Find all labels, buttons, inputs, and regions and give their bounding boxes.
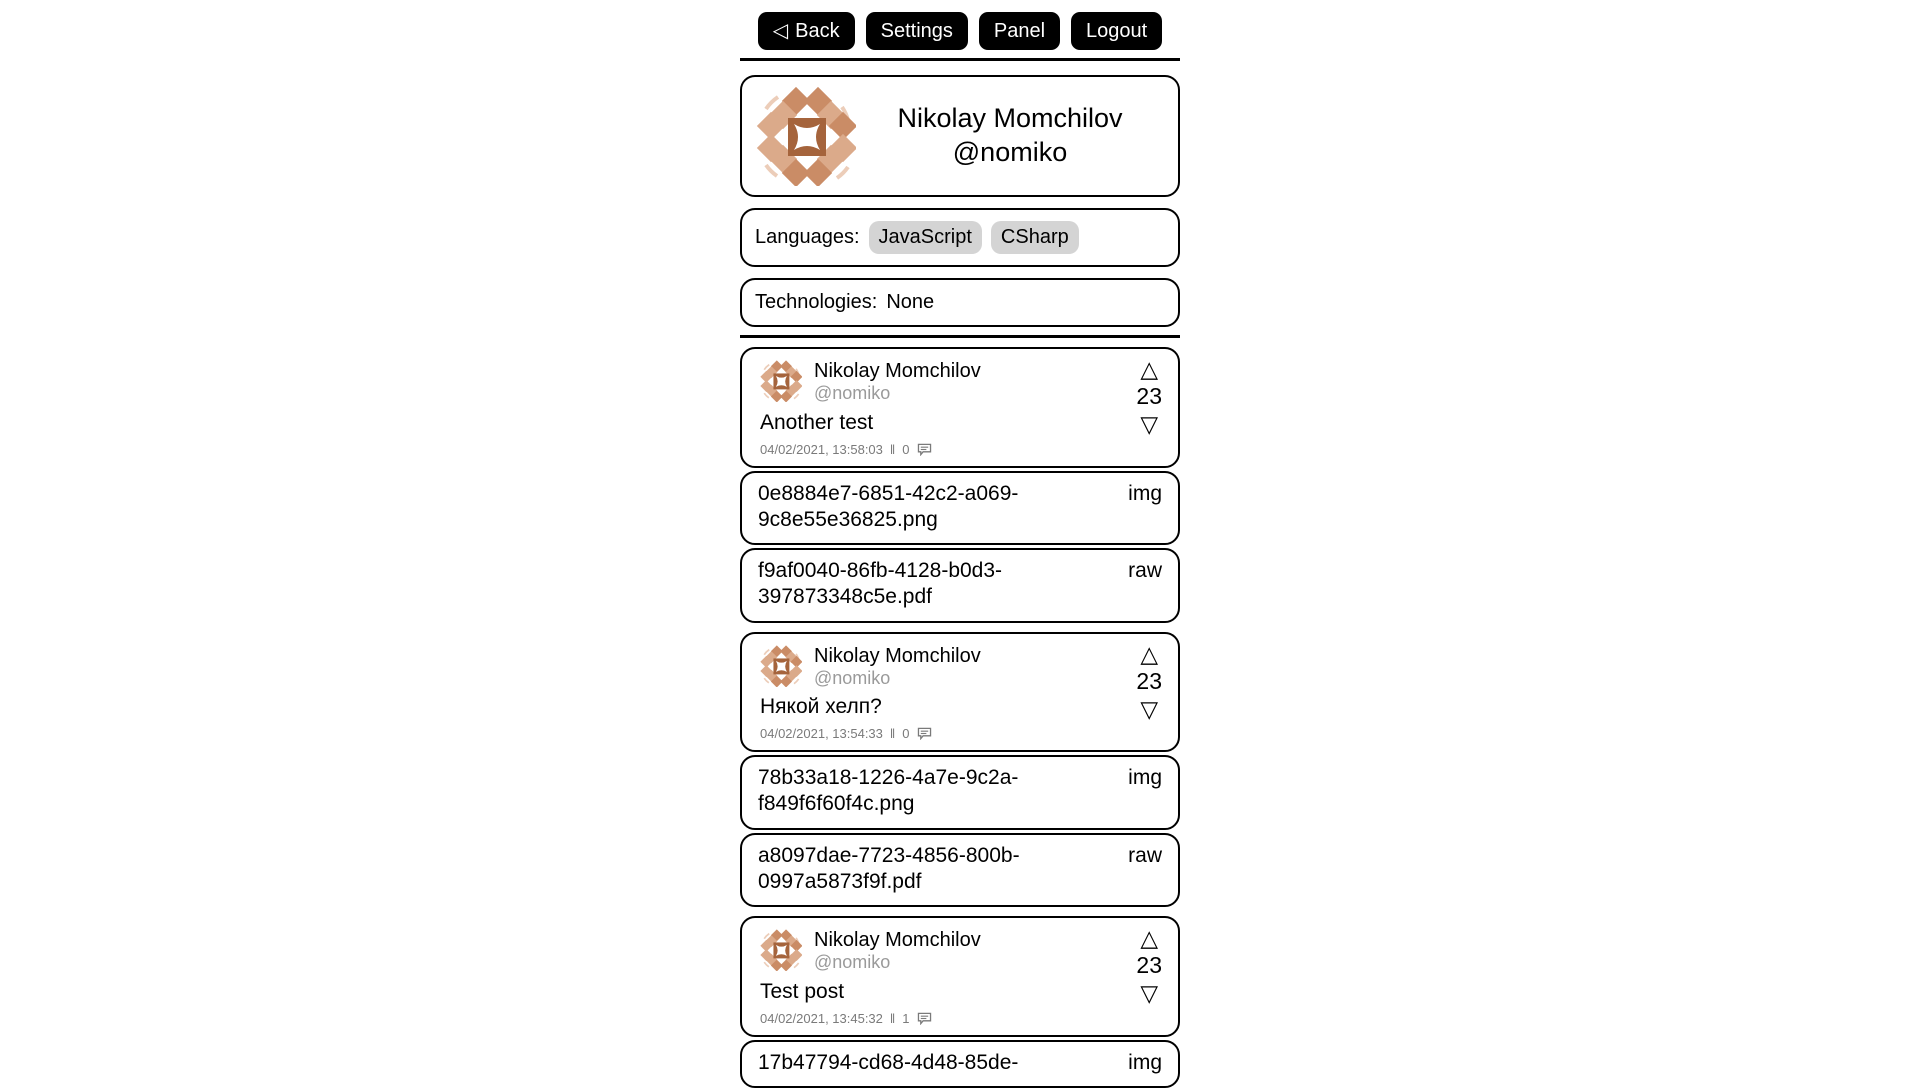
meta-separator: ‖: [889, 726, 896, 742]
attachment-row[interactable]: [740, 471, 1180, 546]
post-group: [740, 916, 1180, 1088]
post-group: [740, 632, 1180, 908]
languages-card: [740, 208, 1180, 267]
post-author: Nikolay Momchilov: [814, 929, 981, 952]
post-card[interactable]: [740, 632, 1180, 753]
back-button-label: Back: [795, 20, 840, 42]
post-title: Another test: [760, 410, 874, 434]
upvote-button[interactable]: △: [1140, 640, 1159, 667]
post-comment-count: 0: [902, 441, 910, 457]
profile-page: [740, 0, 1180, 1088]
attachment-row[interactable]: [740, 548, 1180, 623]
attachment-row[interactable]: [740, 833, 1180, 908]
attachment-type: img: [1128, 766, 1162, 790]
technologies-value: None: [886, 291, 935, 313]
upvote-button[interactable]: △: [1140, 925, 1159, 952]
post-avatar: [760, 645, 802, 687]
post-comment-count: 0: [902, 726, 910, 742]
attachment-type: img: [1128, 1050, 1162, 1074]
languages-label: Languages:: [755, 226, 860, 248]
post-avatar: [760, 360, 802, 402]
vote-count: 23: [1136, 667, 1162, 694]
post-handle: @nomiko: [814, 667, 891, 688]
downvote-button[interactable]: ▽: [1140, 411, 1159, 438]
profile-handle: @nomiko: [952, 137, 1068, 167]
profile-card: [740, 75, 1180, 197]
post-timestamp: 04/02/2021, 13:58:03: [760, 441, 883, 457]
comments-icon: [917, 443, 932, 456]
post-avatar: [760, 929, 802, 971]
vote-count: 23: [1136, 952, 1162, 979]
upvote-button[interactable]: △: [1140, 356, 1159, 382]
technologies-card: [740, 278, 1180, 327]
attachment-row[interactable]: [740, 1040, 1180, 1088]
attachment-type: img: [1128, 481, 1162, 505]
comments-icon: [917, 727, 932, 740]
post-meta: [760, 726, 1162, 741]
post-header: [760, 929, 1162, 974]
attachment-filename: a8097dae-7723-4856-800b-0997a5873f9f.pdf: [758, 843, 1020, 893]
post-group: [740, 347, 1180, 623]
downvote-button[interactable]: ▽: [1140, 980, 1159, 1007]
vote-count: 23: [1136, 383, 1162, 410]
downvote-button[interactable]: ▽: [1140, 695, 1159, 722]
post-title: Test post: [760, 979, 845, 1003]
post-meta: [760, 1011, 1162, 1026]
post-card[interactable]: [740, 916, 1180, 1037]
post-card[interactable]: [740, 347, 1180, 468]
attachment-filename: f9af0040-86fb-4128-b0d3-397873348c5e.pdf: [758, 559, 1003, 609]
technologies-label: Technologies:: [755, 291, 878, 313]
post-header: [760, 360, 1162, 405]
attachment-type: raw: [1128, 559, 1162, 583]
attachment-filename: 78b33a18-1226-4a7e-9c2a-f849f6f60f4c.png: [758, 766, 1019, 816]
profile-names: [856, 102, 1164, 170]
back-arrow-icon: ◁: [772, 20, 789, 42]
post-timestamp: 04/02/2021, 13:45:32: [760, 1010, 883, 1026]
toolbar: [740, 12, 1180, 50]
logout-button[interactable]: Logout: [1071, 12, 1162, 50]
settings-button[interactable]: Settings: [866, 12, 968, 50]
post-author: Nikolay Momchilov: [814, 360, 981, 382]
vote-widget: [1136, 642, 1162, 722]
profile-avatar: [756, 86, 856, 186]
post-comment-count: 1: [902, 1010, 910, 1026]
meta-separator: ‖: [889, 1010, 896, 1026]
attachment-filename: 0e8884e7-6851-42c2-a069-9c8e55e36825.png: [758, 481, 1019, 531]
posts-divider: [740, 335, 1180, 338]
back-button[interactable]: [758, 12, 855, 50]
post-timestamp: 04/02/2021, 13:54:33: [760, 726, 883, 742]
panel-button[interactable]: Panel: [979, 12, 1060, 50]
post-title: Някой хелп?: [760, 695, 882, 719]
post-meta: [760, 442, 1162, 457]
language-badge-javascript: JavaScript: [869, 221, 982, 254]
attachments: [740, 1040, 1180, 1088]
profile-name: Nikolay Momchilov: [897, 103, 1123, 134]
meta-separator: ‖: [889, 441, 896, 457]
post-handle: @nomiko: [814, 952, 891, 973]
post-author-block: [814, 645, 981, 690]
attachment-filename: 17b47794-cd68-4d48-85de-: [758, 1050, 1019, 1074]
post-author: Nikolay Momchilov: [814, 644, 981, 667]
post-header: [760, 645, 1162, 690]
attachment-type: raw: [1128, 843, 1162, 867]
attachments: [740, 471, 1180, 623]
language-badge-csharp: CSharp: [991, 221, 1079, 254]
post-handle: @nomiko: [814, 383, 891, 403]
posts-list: [740, 347, 1180, 1088]
post-author-block: [814, 929, 981, 974]
attachments: [740, 755, 1180, 907]
vote-widget: [1136, 926, 1162, 1006]
top-divider: [740, 58, 1180, 61]
post-author-block: [814, 360, 981, 405]
comments-icon: [917, 1012, 932, 1025]
vote-widget: [1136, 357, 1162, 437]
attachment-row[interactable]: [740, 755, 1180, 830]
